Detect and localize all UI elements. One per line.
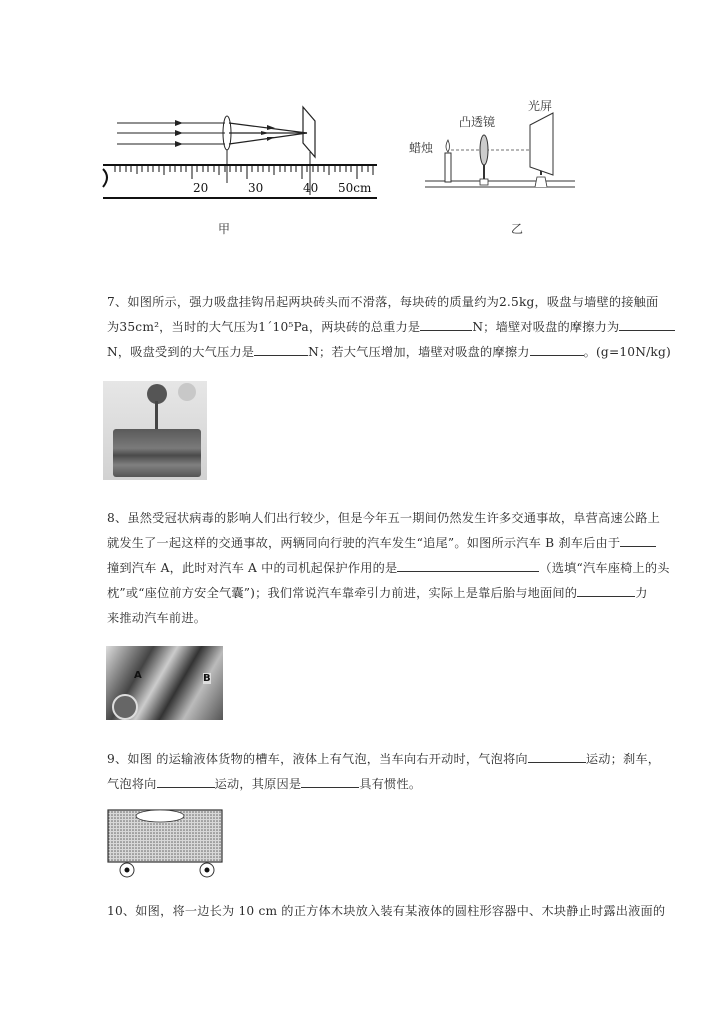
figure-caption-yi: 乙 [511,222,524,236]
q7-line-3: N，吸盘受到的大气压力是 N；若大气压增加，墙壁对吸盘的摩擦力 。(g=10N/kg) [107,345,671,359]
label-candle: 蜡烛 [409,141,434,155]
q8-line-2: 就发生了一起这样的交通事故，两辆同向行驶的汽车发生“追尾”。如图所示汽车 B 刹车后由于 [107,534,656,551]
q7-blank-friction-change[interactable] [530,343,584,356]
car-label-a: A [134,670,142,681]
bubble-icon [136,810,184,822]
q8-blank-inertia[interactable] [620,534,656,547]
q7-blank-atm-force[interactable] [254,343,308,356]
q7-blank-friction[interactable] [619,318,675,331]
figure-caption-jia: 甲 [218,222,231,236]
q8-blank-force-type[interactable] [577,584,635,597]
q9-blank-bubble-brake[interactable] [157,775,215,788]
q9-line-2: 气泡将向 运动，其原因是 具有惯性。 [107,777,422,791]
q10-line-1: 10、如图，将一边长为 10 cm 的正方体木块放入装有某液体的圆柱形容器中、木块静止时露出液面的 [107,904,666,918]
car-label-b: B [203,673,211,684]
ruler-label-20: 20 [193,181,209,195]
q8-blank-protection[interactable] [397,559,539,572]
suction-cup-bricks-photo [103,381,207,480]
label-light-screen: 光屏 [528,99,553,113]
q7-line-1: 7、如图所示，强力吸盘挂钩吊起两块砖头而不滑落，每块砖的质量约为2.5kg，吸盘与墙壁的接触面 [107,295,659,309]
q7-blank-total-gravity[interactable] [420,318,472,331]
q9-line-1: 9、如图 的运输液体货物的槽车，液体上有气泡，当车向右开动时，气泡将向 运动；刹车， [107,752,661,766]
q8-line-1: 8、虽然受冠状病毒的影响人们出行较少，但是今年五一期间仍然发生许多交通事故，阜营高速公路上 [107,511,661,525]
label-convex-lens: 凸透镜 [459,115,496,129]
ruler-label-50cm: 50cm [338,181,372,195]
q8-line-3: 撞到汽车 A，此时对汽车 A 中的司机起保护作用的是 （选填“汽车座椅上的头 [107,561,670,575]
q8-line-5: 来推动汽车前进。 [107,611,207,625]
figure-jia-lens-ruler [95,95,385,210]
rear-end-collision-photo [106,646,223,720]
q7-line-2: 为35cm²，当时的大气压为1´10⁵Pa，两块砖的总重力是 N；墙壁对吸盘的摩擦力为 [107,318,675,335]
ruler-label-40: 40 [303,181,319,195]
q8-line-4: 枕”或“座位前方安全气囊”)；我们常说汽车靠牵引力前进，实际上是靠后胎与地面间的 力 [107,586,648,600]
tank-truck-figure [105,808,225,878]
q9-blank-bubble-start[interactable] [528,750,586,763]
q9-blank-reason[interactable] [301,775,359,788]
bricks-icon [113,429,201,477]
wheel-icon [112,694,138,720]
ruler-label-30: 30 [248,181,264,195]
